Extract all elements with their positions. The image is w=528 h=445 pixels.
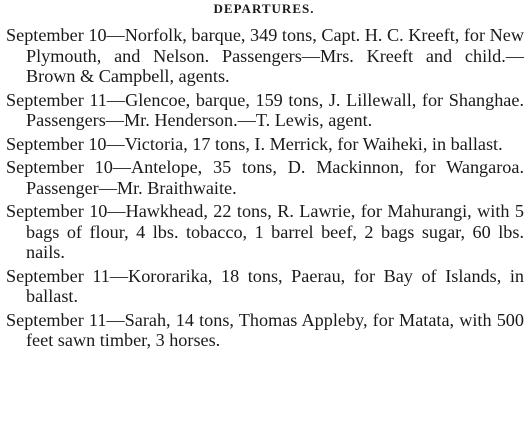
departure-entry: September 10—Norfolk, barque, 349 tons, Capt. H. C. Kreeft, for New Plymouth, and Nelson. Passengers—Mrs. Kreeft and child.—Brown & Campbell, agents. bbox=[6, 25, 524, 86]
departures-list bbox=[6, 25, 524, 354]
departure-entry: September 11—Sarah, 14 tons, Thomas Appleby, for Matata, with 500 feet sawn timber, 3 horses. bbox=[6, 309, 524, 350]
section-heading: DEPARTURES. bbox=[213, 1, 315, 16]
departure-entry: September 11—Glencoe, barque, 159 tons, J. Lillewall, for Shanghae. Passengers—Mr. Henderson.—T. Lewis, agent. bbox=[6, 89, 524, 130]
departure-entry: September 10—Antelope, 35 tons, D. Mackinnon, for Wangaroa. Passenger—Mr. Braithwaite. bbox=[6, 157, 524, 198]
departure-entry: September 10—Victoria, 17 tons, I. Merrick, for Waiheki, in ballast. bbox=[6, 133, 503, 154]
departure-entry: September 11—Kororarika, 18 tons, Paerau, for Bay of Islands, in ballast. bbox=[6, 265, 524, 306]
departure-entry: September 10—Hawkhead, 22 tons, R. Lawrie, for Mahurangi, with 5 bags of flour, 4 lbs. tobacco, 1 barrel beef, 2 bags sugar, 60 lbs. nails. bbox=[6, 201, 524, 262]
